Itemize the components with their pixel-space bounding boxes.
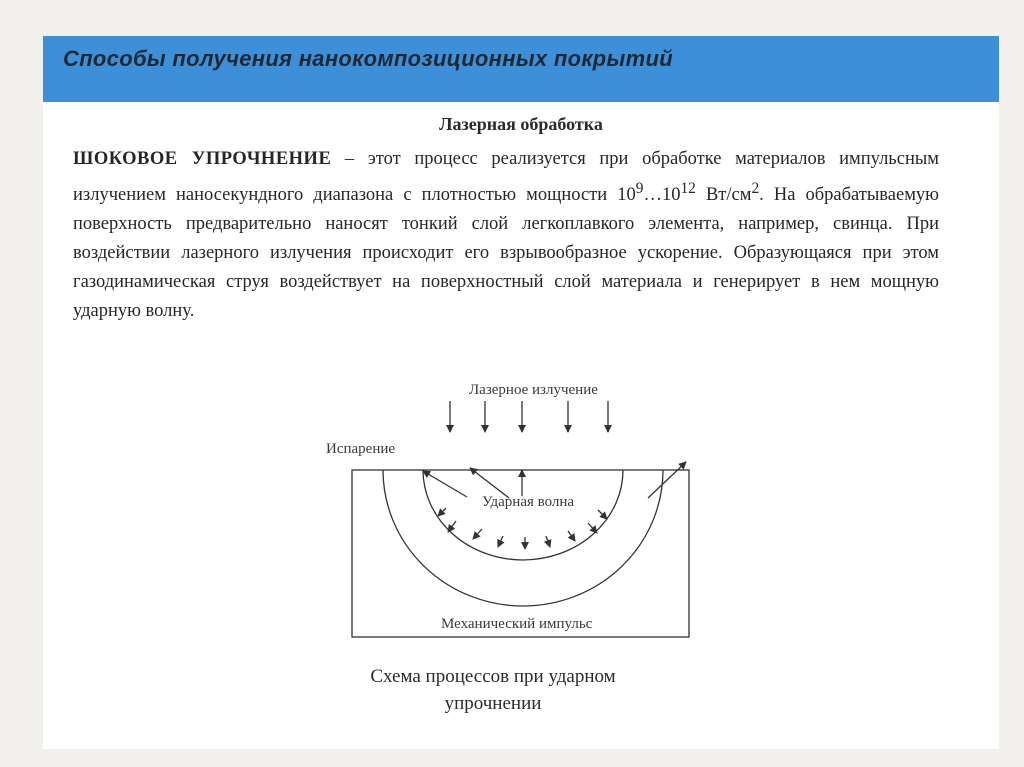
shock-arrow [598,510,607,519]
shock-arrow [498,536,503,547]
slide-title: Способы получения нанокомпозиционных покрытий [63,46,673,71]
paragraph-part-d: . На обрабатываемую поверхность предварительно наносят тонкий слой легкоплавкого элемента, например, свинца. При воздействии лазерного излучения происходит его взрывообразное ускорение. Образующаяся при этом газодинамическая струя воздействует на поверхностный слой материала и генерирует в нем мощную ударную волну. [73,185,939,322]
label-evaporation: Испарение [326,441,396,457]
evaporation-arrow [648,462,686,498]
caption-line-1: Схема процессов при ударном [370,666,616,687]
figure-caption [343,663,643,717]
shock-arrow [588,523,597,533]
exponent-9: 9 [635,180,644,197]
label-shock-wave: Ударная волна [482,494,575,510]
shock-arrow [438,508,446,516]
evaporation-arrow [423,471,467,497]
paragraph-part-b: …10 [643,185,681,206]
title-bar [43,36,999,102]
slide [43,36,999,749]
shock-arrow [546,536,550,547]
shock-arrow [568,531,575,541]
exponent-12: 12 [680,180,696,197]
paragraph-part-c: Вт/см [695,185,752,206]
paragraph-part-a: – этот процесс реализуется при обработке материалов импульсным излучением наносекундного диапазона с плотностью мощности 10 [73,149,939,206]
label-laser: Лазерное излучение [469,382,598,398]
shock-hardening-diagram [313,346,733,651]
caption-line-2: упрочнении [444,693,542,714]
section-subtitle: Лазерная обработка [439,114,603,134]
shock-arrow [448,521,456,532]
exponent-2: 2 [751,180,760,197]
shock-arrow [473,529,482,539]
label-impulse: Механический импульс [441,616,593,632]
body-paragraph [73,145,939,326]
shock-wave-front [423,470,623,560]
term-bold: ШОКОВОЕ УПРОЧНЕНИЕ [73,149,332,169]
